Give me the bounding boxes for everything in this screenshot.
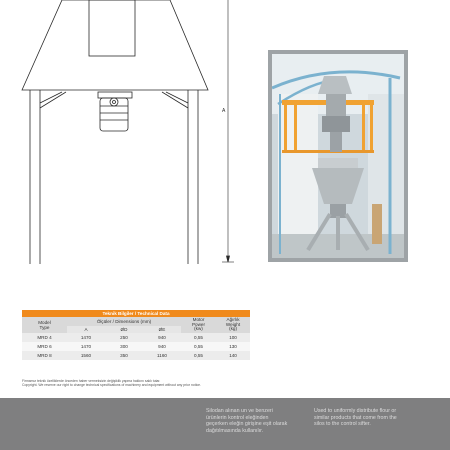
cell-oe: 940 — [143, 342, 181, 351]
cell-model: MRD 6 — [22, 342, 67, 351]
cell-model: MRD 4 — [22, 333, 67, 342]
product-photo — [272, 54, 404, 258]
hopper-body — [22, 0, 208, 90]
cell-oe: 1160 — [143, 351, 181, 360]
col-motor-header: Motor Power (kw) — [181, 317, 216, 333]
col-oe-header: ØE — [143, 326, 181, 333]
cell-a: 1560 — [67, 351, 105, 360]
motor — [100, 98, 128, 131]
col-model-header: Model Type — [22, 317, 67, 333]
hopper-inlet — [89, 0, 135, 56]
footnote-tr: Firmamız teknik özelliklerde önceden haber vermeksizin değişiklik yapma hakkını saklı tutar. — [22, 379, 161, 383]
cell-motor: 0,55 — [181, 351, 216, 360]
col-a-header: A — [67, 326, 105, 333]
table-row — [22, 342, 250, 351]
cell-oe: 940 — [143, 333, 181, 342]
description-en: Used to uniformly distribute flour or similar products that come from the silos to the control sifter. — [314, 408, 397, 428]
cell-a: 1470 — [67, 333, 105, 342]
cell-od: 300 — [105, 342, 143, 351]
col-weight-header: Ağırlık Weight (kg) — [216, 317, 250, 333]
cell-motor: 0,55 — [181, 342, 216, 351]
product-photo-frame — [268, 50, 408, 262]
dimension-label: A — [222, 108, 226, 114]
cell-od: 350 — [105, 351, 143, 360]
table-row — [22, 351, 250, 360]
table-row — [22, 333, 250, 342]
description-tr: Silodan alınan un ve benzeri ürünlerin kontrol eleğinden geçerken eleğin girişine eşit olarak dağıtılmasında kullanılır. — [206, 408, 288, 434]
col-od-header: ØD — [105, 326, 143, 333]
table-title: Teknik Bilgiler / Technical Data — [22, 310, 250, 317]
cell-weight: 140 — [216, 351, 250, 360]
col-dimensions-header: Ölçüler / Dimensions (mm) — [67, 317, 181, 326]
cell-weight: 130 — [216, 342, 250, 351]
footnotes — [22, 379, 252, 388]
cell-motor: 0,55 — [181, 333, 216, 342]
technical-data-table — [22, 310, 250, 360]
cell-weight: 100 — [216, 333, 250, 342]
cell-model: MRD 8 — [22, 351, 67, 360]
footnote-en: Copyright. We reserve our right to change technical specifications of machinery and equipment without any prior notice. — [22, 383, 201, 388]
technical-drawing — [0, 0, 240, 268]
cell-od: 250 — [105, 333, 143, 342]
cell-a: 1470 — [67, 342, 105, 351]
